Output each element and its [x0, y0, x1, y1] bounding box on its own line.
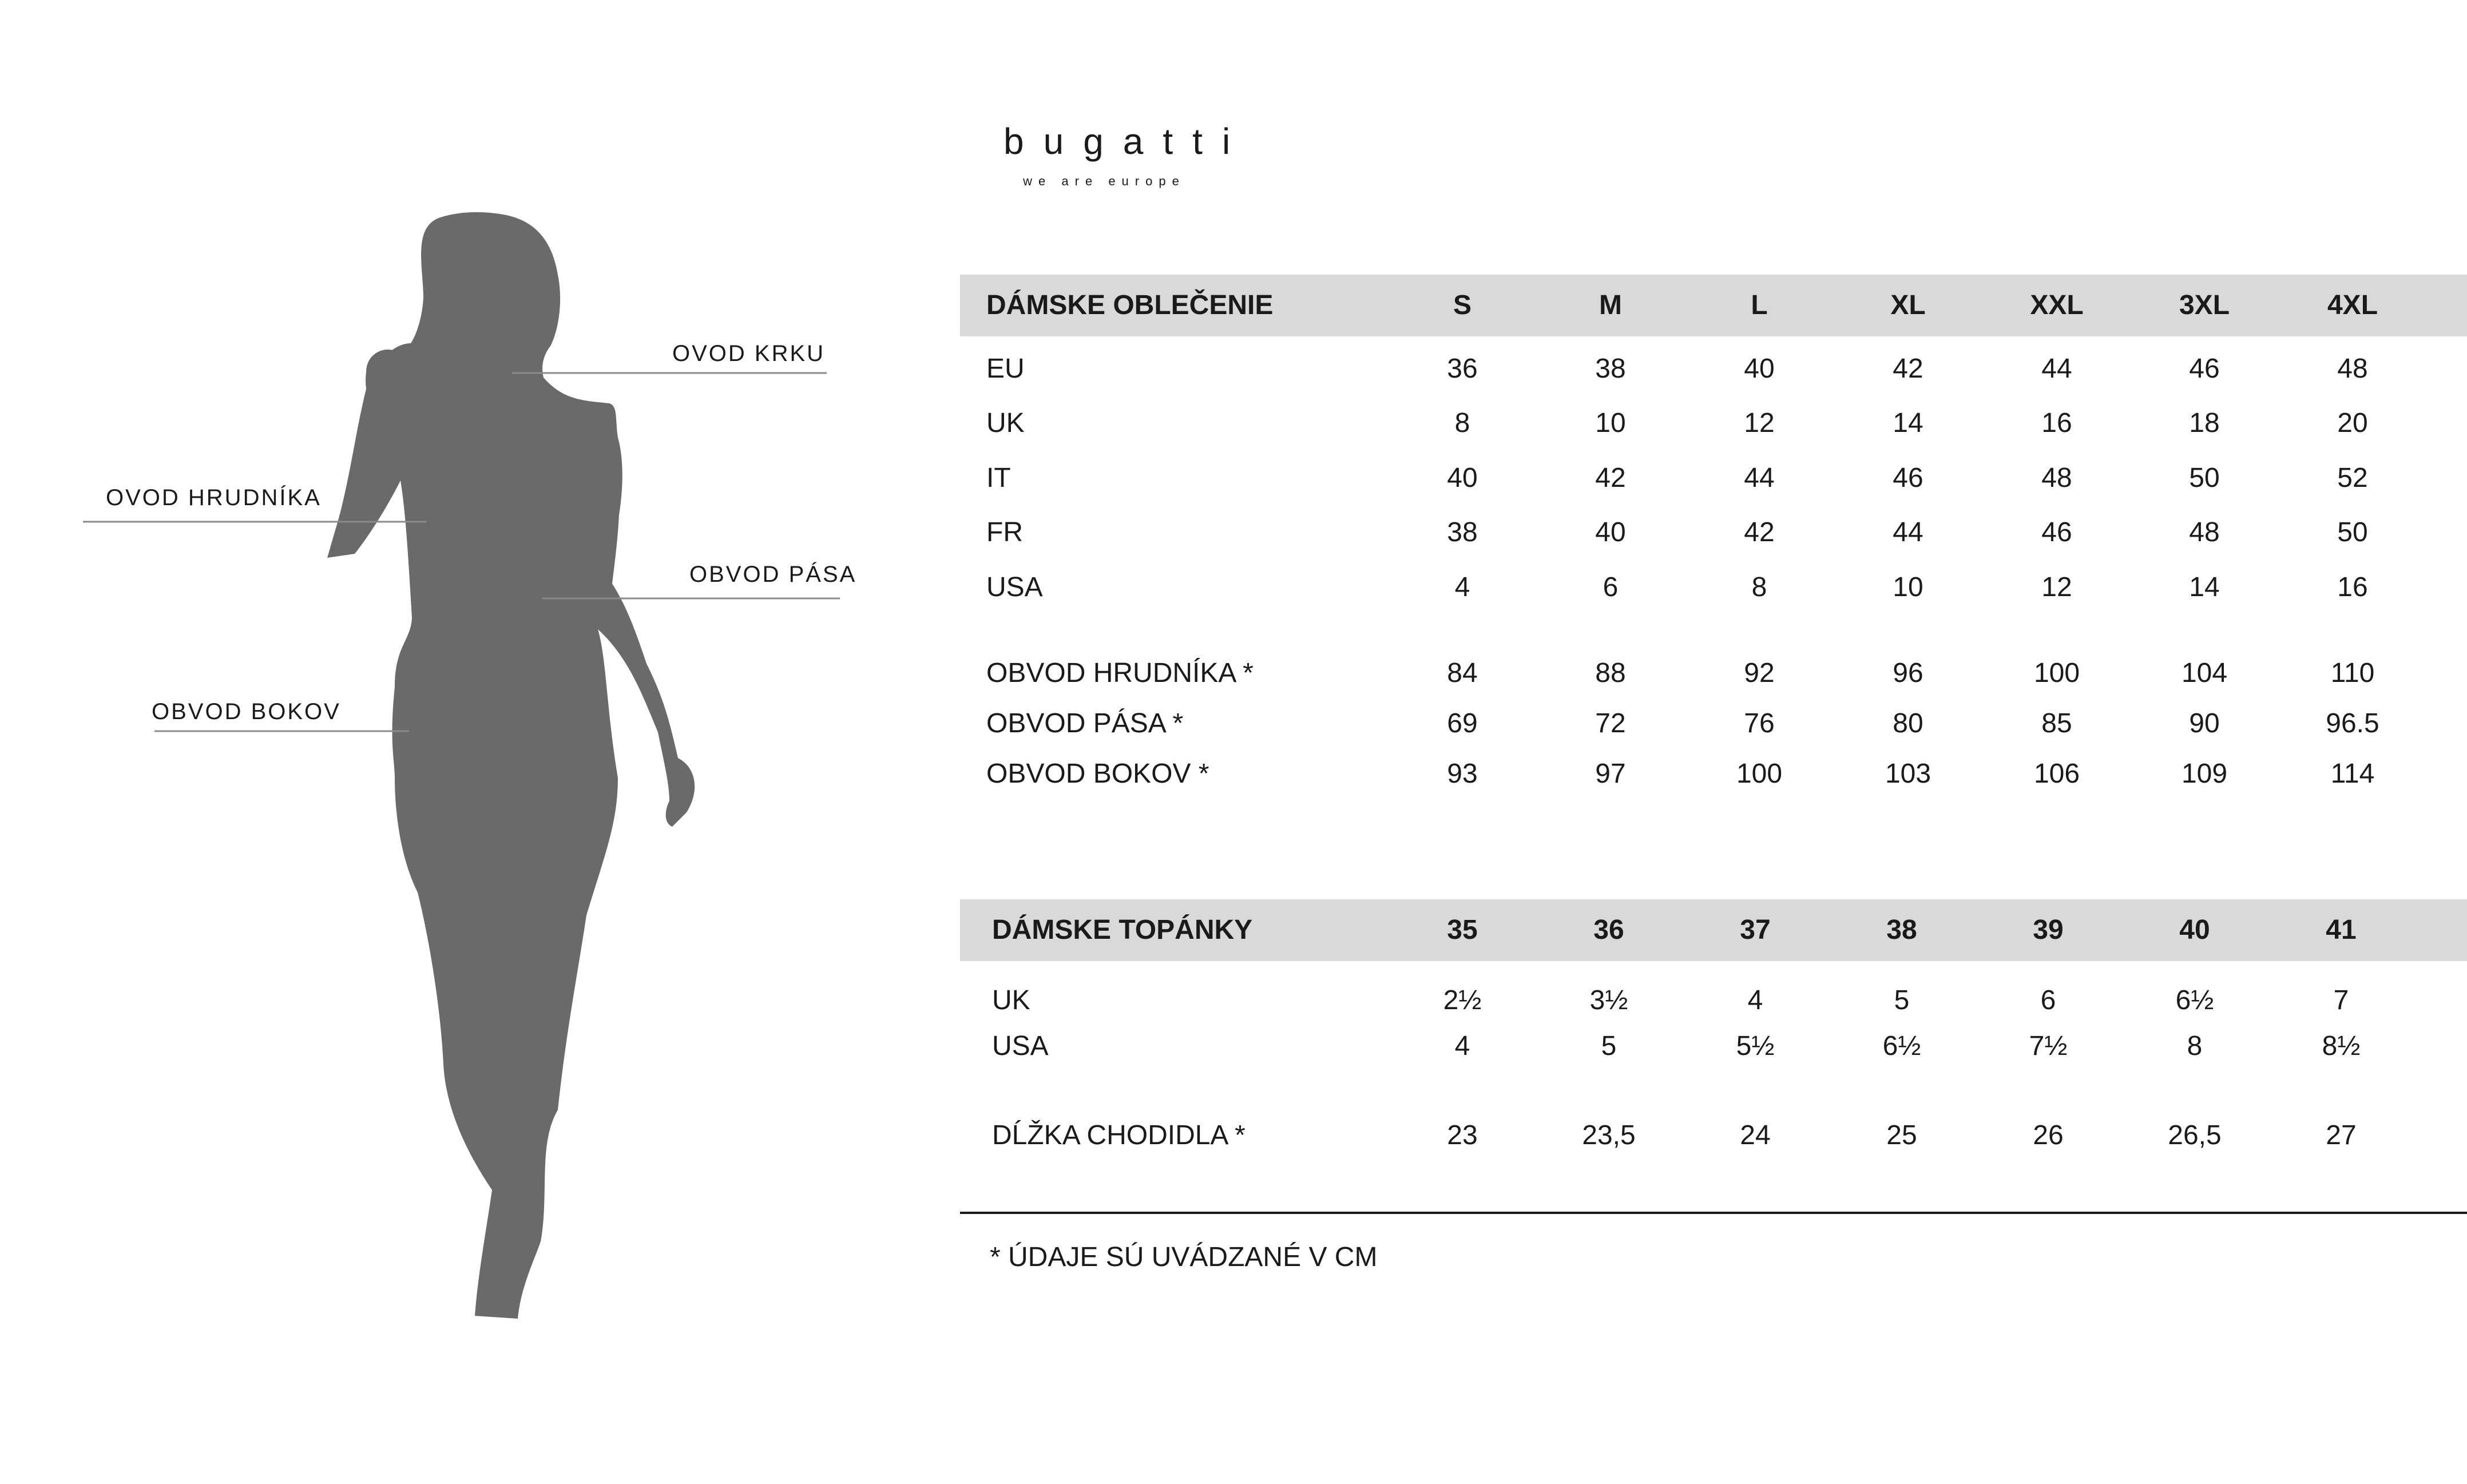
clothing-cell: 42 — [1595, 463, 1626, 493]
clothing-cell: 104 — [2181, 658, 2228, 688]
shoes-cell: 4 — [1747, 985, 1763, 1015]
clothing-cell: 76 — [1744, 708, 1775, 739]
clothing-cell: 14 — [1893, 408, 1923, 438]
shoes-size-header: 41 — [2326, 915, 2357, 945]
clothing-cell: 69 — [1447, 708, 1478, 739]
clothing-cell: 110 — [2330, 658, 2375, 688]
clothing-cell: 90 — [2189, 708, 2220, 739]
shoes-cell: 27 — [2326, 1120, 2357, 1150]
clothing-cell: 42 — [1744, 517, 1775, 547]
clothing-cell: 96.5 — [2326, 708, 2379, 739]
shoes-size-header: 39 — [2033, 915, 2064, 945]
shoes-size-header: 38 — [1886, 915, 1917, 945]
clothing-cell: 97 — [1595, 759, 1626, 789]
clothing-size-header: 3XL — [2179, 290, 2230, 320]
shoes-cell: 23,5 — [1582, 1120, 1636, 1150]
shoes-size-header: 40 — [2179, 915, 2210, 945]
clothing-cell: 100 — [1736, 759, 1783, 789]
clothing-size-header: XXL — [2030, 290, 2084, 320]
clothing-cell: 14 — [2189, 572, 2220, 602]
brand-logo — [984, 120, 1250, 189]
shoes-cell: 25 — [1886, 1120, 1917, 1150]
shoes-size-header: 36 — [1593, 915, 1624, 945]
clothing-cell: 100 — [2033, 658, 2080, 688]
callout-waist: OBVOD PÁSA — [689, 562, 857, 587]
clothing-row-label: UK — [986, 408, 1025, 438]
clothing-row-label: USA — [986, 572, 1043, 602]
clothing-cell: 46 — [2041, 517, 2072, 547]
footnote: * ÚDAJE SÚ UVÁDZANÉ V CM — [990, 1242, 1378, 1272]
clothing-title: DÁMSKE OBLEČENIE — [986, 290, 1274, 320]
shoes-row-label: DĹŽKA CHODIDLA * — [992, 1120, 1246, 1150]
clothing-cell: 48 — [2041, 463, 2072, 493]
clothing-cell: 38 — [1595, 354, 1626, 384]
shoes-cell: 26,5 — [2168, 1120, 2222, 1150]
clothing-cell: 93 — [1447, 759, 1478, 789]
shoes-cell: 3½ — [1589, 985, 1628, 1015]
shoes-cell: 5 — [1601, 1031, 1617, 1061]
table-divider — [960, 1212, 2467, 1214]
shoes-cell: 8½ — [2322, 1031, 2361, 1061]
clothing-cell: 10 — [1595, 408, 1626, 438]
clothing-cell: 85 — [2041, 708, 2072, 739]
clothing-cell: 8 — [1751, 572, 1767, 602]
shoes-row-label: USA — [992, 1031, 1049, 1061]
clothing-size-header: S — [1453, 290, 1472, 320]
clothing-size-header: M — [1599, 290, 1622, 320]
clothing-cell: 4 — [1454, 572, 1470, 602]
clothing-row-label: OBVOD BOKOV * — [986, 759, 1209, 789]
clothing-cell: 16 — [2337, 572, 2368, 602]
shoes-title: DÁMSKE TOPÁNKY — [992, 915, 1253, 945]
shoes-cell: 5 — [1894, 985, 1910, 1015]
clothing-cell: 46 — [1893, 463, 1923, 493]
callout-chest: OVOD HRUDNÍKA — [106, 485, 322, 510]
clothing-cell: 88 — [1595, 658, 1626, 688]
clothing-cell: 48 — [2189, 517, 2220, 547]
shoes-cell: 6½ — [2175, 985, 2214, 1015]
clothing-size-table — [960, 275, 2467, 824]
clothing-cell: 92 — [1744, 658, 1775, 688]
clothing-row-label: IT — [986, 463, 1011, 493]
clothing-cell: 80 — [1893, 708, 1923, 739]
clothing-cell: 84 — [1447, 658, 1478, 688]
callout-neck: OVOD KRKU — [672, 341, 826, 366]
clothing-cell: 40 — [1595, 517, 1626, 547]
clothing-cell: 16 — [2041, 408, 2072, 438]
clothing-cell: 52 — [2337, 463, 2368, 493]
shoes-cell: 6 — [2040, 985, 2056, 1015]
clothing-cell: 50 — [2189, 463, 2220, 493]
clothing-row-label: OBVOD PÁSA * — [986, 708, 1184, 739]
brand-name: bugatti — [1004, 121, 1250, 162]
clothing-cell: 42 — [1893, 354, 1923, 384]
clothing-cell: 38 — [1447, 517, 1478, 547]
clothing-row-label: OBVOD HRUDNÍKA * — [986, 658, 1254, 688]
shoes-row-label: UK — [992, 985, 1030, 1015]
shoes-cell: 23 — [1447, 1120, 1478, 1150]
clothing-cell: 10 — [1893, 572, 1923, 602]
clothing-size-header: L — [1751, 290, 1768, 320]
clothing-cell: 72 — [1595, 708, 1626, 739]
shoes-cell: 2½ — [1443, 985, 1482, 1015]
shoes-cell: 6½ — [1882, 1031, 1921, 1061]
clothing-cell: 8 — [1454, 408, 1470, 438]
shoes-cell: 5½ — [1736, 1031, 1775, 1061]
clothing-size-header: XL — [1890, 290, 1926, 320]
clothing-cell: 109 — [2181, 759, 2228, 789]
clothing-cell: 44 — [1744, 463, 1775, 493]
clothing-row-label: FR — [986, 517, 1023, 547]
clothing-cell: 20 — [2337, 408, 2368, 438]
clothing-cell: 50 — [2337, 517, 2368, 547]
shoes-size-header: 37 — [1740, 915, 1771, 945]
shoes-cell: 8 — [2187, 1031, 2203, 1061]
clothing-size-header: 4XL — [2327, 290, 2378, 320]
clothing-cell: 44 — [1893, 517, 1923, 547]
brand-tagline: we are europe — [1023, 174, 1185, 188]
clothing-cell: 12 — [2041, 572, 2072, 602]
body-figure — [0, 0, 915, 1484]
clothing-cell: 40 — [1447, 463, 1478, 493]
shoe-size-table — [960, 899, 2467, 1174]
clothing-cell: 40 — [1744, 354, 1775, 384]
clothing-cell: 48 — [2337, 354, 2368, 384]
callout-hips: OBVOD BOKOV — [152, 699, 341, 724]
clothing-cell: 6 — [1603, 572, 1619, 602]
clothing-cell: 114 — [2330, 759, 2375, 789]
clothing-cell: 106 — [2033, 759, 2080, 789]
shoes-cell: 26 — [2033, 1120, 2064, 1150]
shoes-cell: 7½ — [2029, 1031, 2068, 1061]
shoes-cell: 4 — [1454, 1031, 1470, 1061]
shoes-size-header: 35 — [1447, 915, 1478, 945]
clothing-cell: 12 — [1744, 408, 1775, 438]
clothing-cell: 96 — [1893, 658, 1923, 688]
shoes-cell: 7 — [2333, 985, 2349, 1015]
shoes-cell: 24 — [1740, 1120, 1771, 1150]
clothing-cell: 36 — [1447, 354, 1478, 384]
clothing-cell: 46 — [2189, 354, 2220, 384]
clothing-cell: 18 — [2189, 408, 2220, 438]
woman-silhouette-icon — [0, 0, 915, 1484]
clothing-cell: 103 — [1885, 759, 1931, 789]
clothing-row-label: EU — [986, 354, 1025, 384]
clothing-cell: 44 — [2041, 354, 2072, 384]
